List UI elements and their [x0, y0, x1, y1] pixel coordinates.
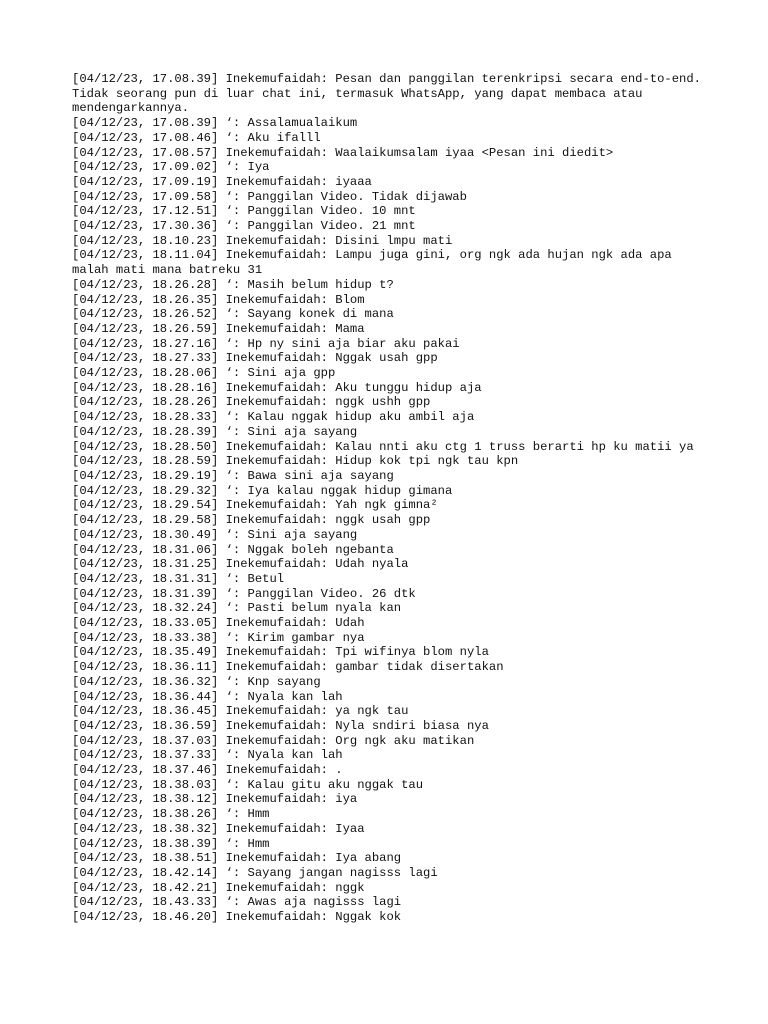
chat-message-line: [04/12/23, 18.31.39] ‘: Panggilan Video. 26 dtk — [72, 586, 416, 601]
chat-message-line: [04/12/23, 18.31.06] ‘: Nggak boleh ngebanta — [72, 542, 394, 557]
chat-message-line: [04/12/23, 18.31.25] Inekemufaidah: Udah nyala — [72, 557, 409, 572]
chat-message-line: [04/12/23, 17.12.51] ‘: Panggilan Video. 10 mnt — [72, 204, 416, 219]
chat-message-line: [04/12/23, 17.09.02] ‘: Iya — [72, 160, 270, 175]
chat-message-line: [04/12/23, 18.36.45] Inekemufaidah: ya ngk tau — [72, 704, 409, 719]
chat-message-line: [04/12/23, 18.27.33] Inekemufaidah: Nggak usah gpp — [72, 351, 438, 366]
chat-message-line: [04/12/23, 18.37.46] Inekemufaidah: . — [72, 763, 343, 778]
chat-message-line: [04/12/23, 17.08.39] Inekemufaidah: Pesan dan panggilan terenkripsi secara end-to-end. Tidak seorang pun di luar chat ini, termasuk WhatsApp, yang dapat membaca atau mendengarkannya. — [72, 72, 709, 116]
chat-message-line: [04/12/23, 18.28.26] Inekemufaidah: nggk ushh gpp — [72, 395, 431, 410]
chat-message-line: [04/12/23, 18.28.59] Inekemufaidah: Hidup kok tpi ngk tau kpn — [72, 454, 519, 469]
chat-message-line: [04/12/23, 18.36.59] Inekemufaidah: Nyla sndiri biasa nya — [72, 718, 489, 733]
chat-message-line: [04/12/23, 18.26.59] Inekemufaidah: Mama — [72, 321, 365, 336]
chat-message-line: [04/12/23, 18.42.21] Inekemufaidah: nggk — [72, 880, 365, 895]
chat-message-line: [04/12/23, 18.26.35] Inekemufaidah: Blom — [72, 292, 365, 307]
chat-message-line: [04/12/23, 18.38.39] ‘: Hmm — [72, 836, 270, 851]
chat-message-line: [04/12/23, 17.08.57] Inekemufaidah: Waalaikumsalam iyaa <Pesan ini diedit> — [72, 145, 614, 160]
chat-message-line: [04/12/23, 18.38.12] Inekemufaidah: iya — [72, 792, 358, 807]
chat-message-line: [04/12/23, 18.10.23] Inekemufaidah: Disini lmpu mati — [72, 233, 453, 248]
chat-message-line: [04/12/23, 18.38.26] ‘: Hmm — [72, 807, 270, 822]
chat-message-line: [04/12/23, 18.33.38] ‘: Kirim gambar nya — [72, 630, 365, 645]
chat-message-line: [04/12/23, 18.37.03] Inekemufaidah: Org ngk aku matikan — [72, 733, 475, 748]
chat-message-line: [04/12/23, 18.29.32] ‘: Iya kalau nggak hidup gimana — [72, 483, 453, 498]
chat-message-line: [04/12/23, 18.28.39] ‘: Sini aja sayang — [72, 424, 358, 439]
chat-message-line: [04/12/23, 18.26.28] ‘: Masih belum hidup t? — [72, 277, 394, 292]
chat-message-line: [04/12/23, 17.08.39] ‘: Assalamualaikum — [72, 116, 358, 131]
chat-message-line: [04/12/23, 18.43.33] ‘: Awas aja nagisss lagi — [72, 895, 402, 910]
chat-message-line: [04/12/23, 18.26.52] ‘: Sayang konek di mana — [72, 307, 394, 322]
chat-message-line: [04/12/23, 18.28.50] Inekemufaidah: Kalau nnti aku ctg 1 truss berarti hp ku matii ya — [72, 439, 694, 454]
chat-message-line: [04/12/23, 17.30.36] ‘: Panggilan Video. 21 mnt — [72, 219, 416, 234]
chat-message-line: [04/12/23, 18.33.05] Inekemufaidah: Udah — [72, 616, 365, 631]
chat-message-line: [04/12/23, 18.27.16] ‘: Hp ny sini aja biar aku pakai — [72, 336, 460, 351]
chat-message-line: [04/12/23, 18.30.49] ‘: Sini aja sayang — [72, 527, 358, 542]
chat-message-line: [04/12/23, 18.11.04] Inekemufaidah: Lampu juga gini, org ngk ada hujan ngk ada apa malah mati mana batreku 31 — [72, 248, 680, 278]
chat-message-line: [04/12/23, 18.38.51] Inekemufaidah: Iya abang — [72, 851, 402, 866]
chat-message-line: [04/12/23, 18.46.20] Inekemufaidah: Nggak kok — [72, 910, 402, 925]
chat-message-line: [04/12/23, 18.28.33] ‘: Kalau nggak hidup aku ambil aja — [72, 410, 475, 425]
chat-message-line: [04/12/23, 18.32.24] ‘: Pasti belum nyala kan — [72, 601, 402, 616]
chat-message-line: [04/12/23, 18.36.11] Inekemufaidah: gambar tidak disertakan — [72, 660, 504, 675]
chat-message-line: [04/12/23, 18.28.16] Inekemufaidah: Aku tunggu hidup aja — [72, 380, 482, 395]
chat-message-line: [04/12/23, 18.35.49] Inekemufaidah: Tpi wifinya blom nyla — [72, 645, 489, 660]
chat-message-line: [04/12/23, 17.08.46] ‘: Aku ifalll — [72, 130, 321, 145]
chat-message-line: [04/12/23, 18.38.32] Inekemufaidah: Iyaa — [72, 821, 365, 836]
chat-message-line: [04/12/23, 17.09.58] ‘: Panggilan Video. Tidak dijawab — [72, 189, 467, 204]
chat-message-line: [04/12/23, 18.31.31] ‘: Betul — [72, 571, 285, 586]
chat-message-line: [04/12/23, 18.29.58] Inekemufaidah: nggk usah gpp — [72, 513, 431, 528]
chat-message-line: [04/12/23, 18.28.06] ‘: Sini aja gpp — [72, 366, 336, 381]
chat-message-line: [04/12/23, 17.09.19] Inekemufaidah: iyaaa — [72, 174, 372, 189]
chat-message-line: [04/12/23, 18.37.33] ‘: Nyala kan lah — [72, 748, 343, 763]
chat-message-line: [04/12/23, 18.36.44] ‘: Nyala kan lah — [72, 689, 343, 704]
chat-message-line: [04/12/23, 18.36.32] ‘: Knp sayang — [72, 674, 321, 689]
chat-transcript-page — [72, 72, 709, 925]
chat-message-line: [04/12/23, 18.38.03] ‘: Kalau gitu aku nggak tau — [72, 777, 424, 792]
chat-message-line: [04/12/23, 18.42.14] ‘: Sayang jangan nagisss lagi — [72, 865, 438, 880]
chat-message-line: [04/12/23, 18.29.54] Inekemufaidah: Yah ngk gimna² — [72, 498, 438, 513]
chat-message-line: [04/12/23, 18.29.19] ‘: Bawa sini aja sayang — [72, 468, 394, 483]
